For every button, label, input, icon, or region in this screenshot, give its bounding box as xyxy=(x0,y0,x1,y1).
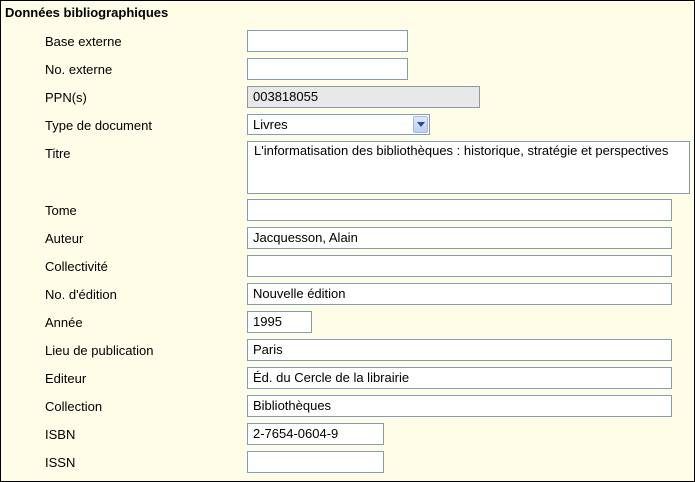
no-externe-input[interactable] xyxy=(247,58,408,80)
isbn-input[interactable]: 2-7654-0604-9 xyxy=(247,423,384,445)
titre-label: Titre xyxy=(45,146,71,161)
editeur-input[interactable]: Éd. du Cercle de la librairie xyxy=(247,367,672,389)
auteur-input[interactable]: Jacquesson, Alain xyxy=(247,227,672,249)
collectivite-label: Collectivité xyxy=(45,259,108,274)
type-document-label: Type de document xyxy=(45,118,152,133)
no-edition-input[interactable]: Nouvelle édition xyxy=(247,283,672,305)
titre-textarea[interactable]: L'informatisation des bibliothèques : historique, stratégie et perspectives xyxy=(247,141,690,194)
no-externe-label: No. externe xyxy=(45,62,113,77)
ppn-input: 003818055 xyxy=(247,86,480,108)
editeur-label: Editeur xyxy=(45,371,87,386)
auteur-label: Auteur xyxy=(45,231,84,246)
issn-label: ISSN xyxy=(45,455,76,470)
isbn-label: ISBN xyxy=(45,427,76,442)
section-title: Données bibliographiques xyxy=(5,5,169,20)
base-externe-label: Base externe xyxy=(45,34,122,49)
ppn-label: PPN(s) xyxy=(45,90,87,105)
tome-label: Tome xyxy=(45,203,77,218)
collection-label: Collection xyxy=(45,399,103,414)
lieu-publication-input[interactable]: Paris xyxy=(247,339,672,361)
type-document-value: Livres xyxy=(253,117,288,132)
chevron-down-icon[interactable] xyxy=(413,116,428,133)
collectivite-input[interactable] xyxy=(247,255,672,277)
issn-input[interactable] xyxy=(247,451,384,473)
no-edition-label: No. d'édition xyxy=(45,287,117,302)
annee-input[interactable]: 1995 xyxy=(247,311,312,333)
base-externe-input[interactable] xyxy=(247,30,408,52)
type-document-select[interactable] xyxy=(247,114,430,135)
annee-label: Année xyxy=(45,315,83,330)
lieu-publication-label: Lieu de publication xyxy=(45,343,154,358)
collection-input[interactable]: Bibliothèques xyxy=(247,395,672,417)
tome-input[interactable] xyxy=(247,199,672,221)
